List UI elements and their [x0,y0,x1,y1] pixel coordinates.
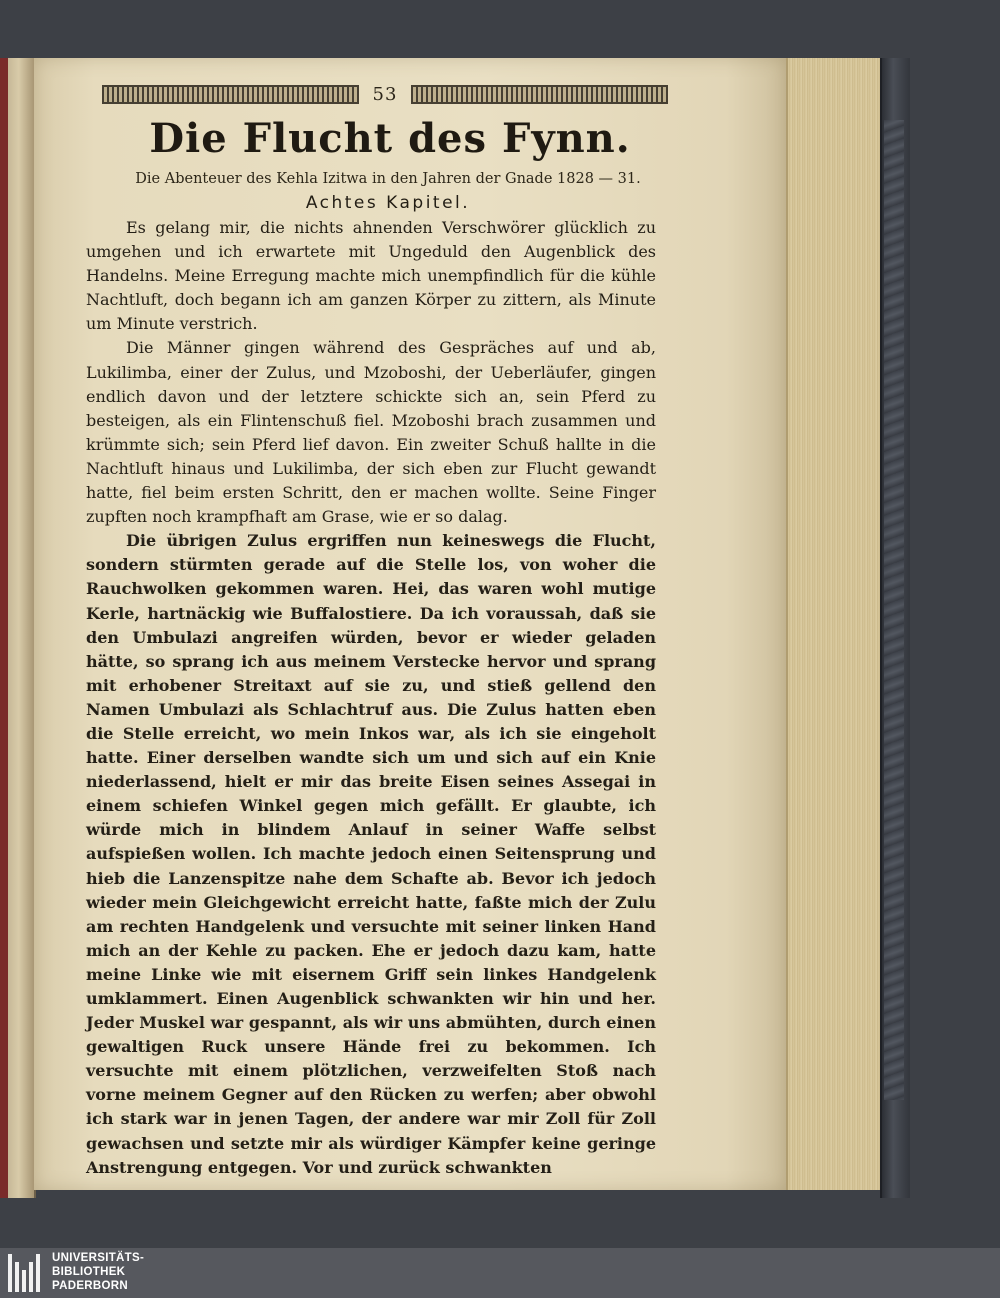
library-name [52,1251,144,1293]
article-title: Die Flucht des Fynn. [149,115,631,162]
library-name-line: BIBLIOTHEK [52,1266,126,1278]
paragraph: Es gelang mir, die nichts ahnenden Verschwörer glücklich zu umgehen und ich erwartete mit Ungeduld den Augenblick des Handelns. Meine Erregung machte mich unempfindlich für die kühle Nachtluft, doch begann ich am ganzen Körper zu zittern, als Minute um Minute verstrich. [86,218,656,334]
chapter-heading: Achtes Kapitel. [305,193,471,213]
body-text [86,216,656,1180]
ornament-left [102,85,359,104]
paragraph: Die Männer gingen während des Gespräches auf und ab, Lukilimba, einer der Zulus, und Mzoboshi, der Ueberläufer, gingen endlich davon und der letztere schickte sich an, sein Pferd zu besteigen, als ein Flintenschuß fiel. Mzoboshi brach zusammen und krümmte sich; sein Pferd lief davon. Ein zweiter Schuß hallte in die Nachtluft hinaus und Lukilimba, der sich eben zur Flucht gewandt hatte, fiel beim ersten Schritt, den er machen wollte. Seine Finger zupften noch krampfhaft am Grase, wie er so dalag. [86,338,656,527]
ornament-right [411,85,668,104]
library-logo-icon [8,1254,44,1292]
page-block-edge [786,58,884,1190]
page-header [102,82,668,106]
library-name-line: PADERBORN [52,1280,128,1292]
paragraph: Die übrigen Zulus ergriffen nun keineswegs die Flucht, sondern stürmten gerade auf die Stelle los, von woher die Rauchwolken gekommen waren. Hei, das waren wohl mutige Kerle, hartnäckig wie Buffalostiere. Da ich voraussah, daß sie den Umbulazi angreifen würden, bevor er wieder geladen hätte, so sprang ich aus meinem Verstecke hervor und sprang mit erhobener Streitaxt auf sie zu, und stieß gellend den Namen Umbulazi als Schlachtruf aus. Die Zulus hatten eben die Stelle erreicht, wo mein Inkos war, als ich sie eingeholt hatte. Einer derselben wandte sich um und sich auf ein Knie niederlassend, hielt er mir das breite Eisen seines Assegai in einem schiefen Winkel gegen mich gefällt. Er glaubte, ich würde mich in blindem Anlauf in seiner Waffe selbst aufspießen wollen. Ich machte jedoch einen Seitensprung und hieb die Lanzenspitze nahe dem Schafte ab. Bevor ich jedoch wieder mein Gleichgewicht erreicht hatte, faßte mich der Zulu am rechten Handgelenk und versuchte mit seiner linken Hand mich an der Kehle zu packen. Ehe er jedoch dazu kam, hatte meine Linke wie mit eisernem Griff sein linkes Handgelenk umklammert. Einen Augenblick schwankten wir hin und her. Jeder Muskel war gespannt, als wir uns abmühten, durch einen gewaltigen Ruck unsere Hände frei zu bekommen. Ich versuchte mit einem plötzlichen, verzweifelten Stoß nach vorne meinem Gegner auf den Rücken zu werfen; aber obwohl ich stark war in jenen Tagen, der andere war mir Zoll für Zoll gewachsen und setzte mir als würdiger Kämpfer keine geringe Anstrengung entgegen. Vor und zurück schwankten [86,531,656,1177]
binding-strip [0,58,8,1198]
article-subtitle: Die Abenteuer des Kehla Izitwa in den Jahren der Gnade 1828 — 31. [135,171,641,187]
library-footer [0,1248,1000,1298]
cover-marbling [884,120,904,1100]
library-name-line: UNIVERSITÄTS- [52,1252,145,1264]
page-number: 53 [372,83,398,105]
